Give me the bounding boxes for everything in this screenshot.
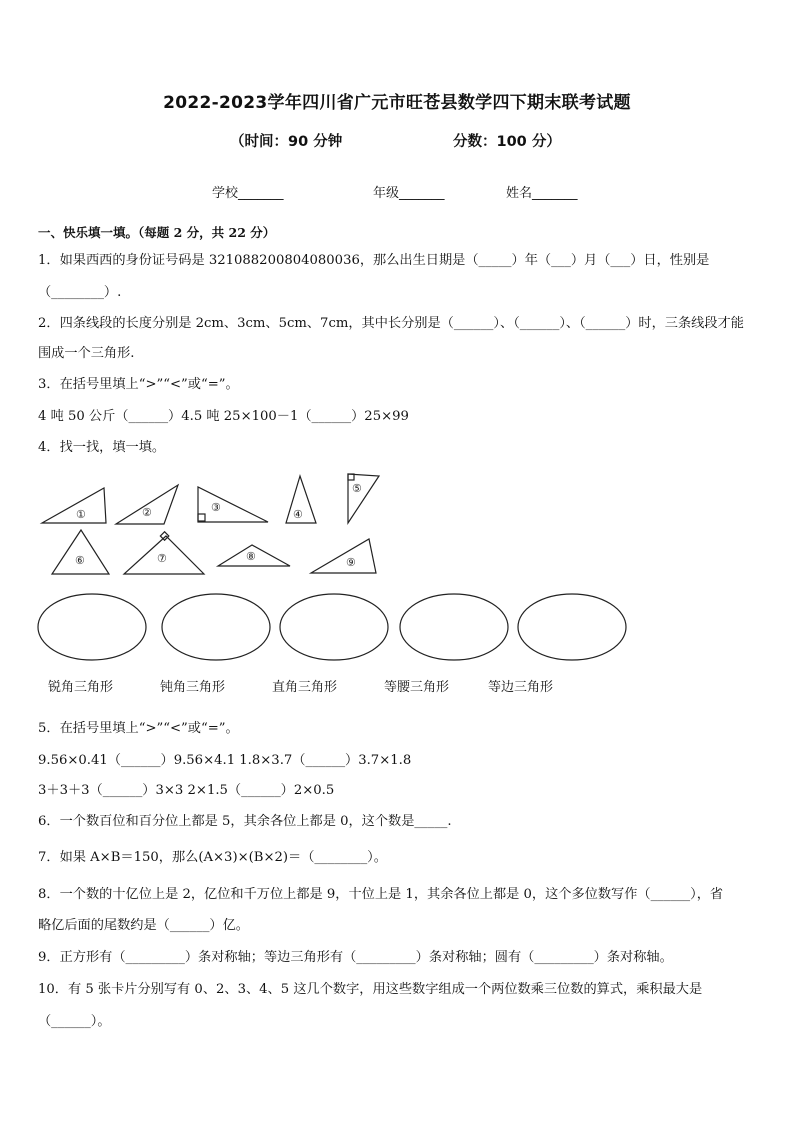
question-1-line-1: 1．如果西西的身份证号码是 321088200804080036，那么出生日期是（_____）年（___）月（___）日，性别是 <box>38 253 710 268</box>
svg-text:⑧: ⑧ <box>246 550 256 563</box>
triangle-7 <box>124 532 204 574</box>
label-right: 直角三角形 <box>272 680 338 695</box>
equilateral-answer-ellipse[interactable] <box>518 594 626 660</box>
school-field[interactable]: 学校_______ <box>212 186 284 201</box>
triangle-1 <box>42 488 106 523</box>
question-1-line-2: （________）. <box>38 285 122 300</box>
question-6-line-1: 6．一个数百位和百分位上都是 5，其余各位上都是 0，这个数是_____. <box>38 814 452 829</box>
exam-time: （时间：90 分钟 <box>230 134 343 150</box>
question-5-line-2: 9.56×0.41（______）9.56×4.1 1.8×3.7（______）3.7×1.8 <box>38 753 412 768</box>
svg-text:⑥: ⑥ <box>75 554 85 567</box>
section-heading: 一、快乐填一填。（每题 2 分，共 22 分） <box>38 225 276 240</box>
exam-score: 分数：100 分） <box>453 134 561 150</box>
triangle-2 <box>116 485 178 524</box>
triangle-4 <box>286 476 316 523</box>
question-4-line-1: 4．找一找，填一填。 <box>38 440 166 455</box>
question-9-line-1: 9．正方形有（_________）条对称轴；等边三角形有（_________）条对称轴；圆有（_________）条对称轴。 <box>38 950 673 965</box>
triangles-figure <box>36 470 636 582</box>
page-title: 2022-2023学年四川省广元市旺苍县数学四下期末联考试题 <box>163 93 631 113</box>
label-isosceles: 等腰三角形 <box>384 680 450 695</box>
svg-text:⑨: ⑨ <box>346 556 356 569</box>
question-2-line-1: 2．四条线段的长度分别是 2cm、3cm、5cm、7cm，其中长分别是（______）、（______）、（______）时，三条线段才能 <box>38 316 744 331</box>
triangle-9 <box>311 539 376 573</box>
question-7-line-1: 7．如果 A×B＝150，那么(A×3)×(B×2)＝（________）。 <box>38 850 387 865</box>
question-5-line-1: 5．在括号里填上“>”“<”或“=”。 <box>38 721 239 736</box>
label-equilateral: 等边三角形 <box>488 680 554 695</box>
triangle-3 <box>198 487 268 522</box>
triangle-5 <box>348 474 379 523</box>
svg-text:③: ③ <box>211 501 221 514</box>
answer-ellipses <box>36 592 636 666</box>
right-answer-ellipse[interactable] <box>280 594 388 660</box>
question-8-line-2: 略亿后面的尾数约是（______）亿。 <box>38 918 249 933</box>
question-8-line-1: 8．一个数的十亿位上是 2，亿位和千万位上都是 9，十位上是 1，其余各位上都是 0，这个多位数写作（______），省 <box>38 887 724 902</box>
question-5-line-3: 3＋3＋3（______）3×3 2×1.5（______）2×0.5 <box>38 783 335 798</box>
triangle-6 <box>52 530 109 574</box>
svg-text:②: ② <box>142 506 152 519</box>
svg-text:⑦: ⑦ <box>157 552 167 565</box>
label-acute: 锐角三角形 <box>48 680 114 695</box>
acute-answer-ellipse[interactable] <box>38 594 146 660</box>
svg-text:④: ④ <box>293 508 303 521</box>
obtuse-answer-ellipse[interactable] <box>162 594 270 660</box>
svg-text:①: ① <box>76 508 86 521</box>
isosceles-answer-ellipse[interactable] <box>400 594 508 660</box>
question-2-line-2: 围成一个三角形. <box>38 346 135 361</box>
label-obtuse: 钝角三角形 <box>160 680 226 695</box>
name-field[interactable]: 姓名_______ <box>506 186 578 201</box>
question-10-line-2: （______）。 <box>38 1014 111 1029</box>
svg-text:⑤: ⑤ <box>352 482 362 495</box>
question-10-line-1: 10．有 5 张卡片分别写有 0、2、3、4、5 这几个数字，用这些数字组成一个两位数乘三位数的算式，乘积最大是 <box>38 982 703 997</box>
question-3-line-1: 3．在括号里填上“>”“<”或“=”。 <box>38 377 239 392</box>
triangle-8 <box>218 545 290 566</box>
question-3-line-2: 4 吨 50 公斤（______）4.5 吨 25×100－1（______）25×99 <box>38 409 409 424</box>
grade-field[interactable]: 年级_______ <box>373 186 445 201</box>
